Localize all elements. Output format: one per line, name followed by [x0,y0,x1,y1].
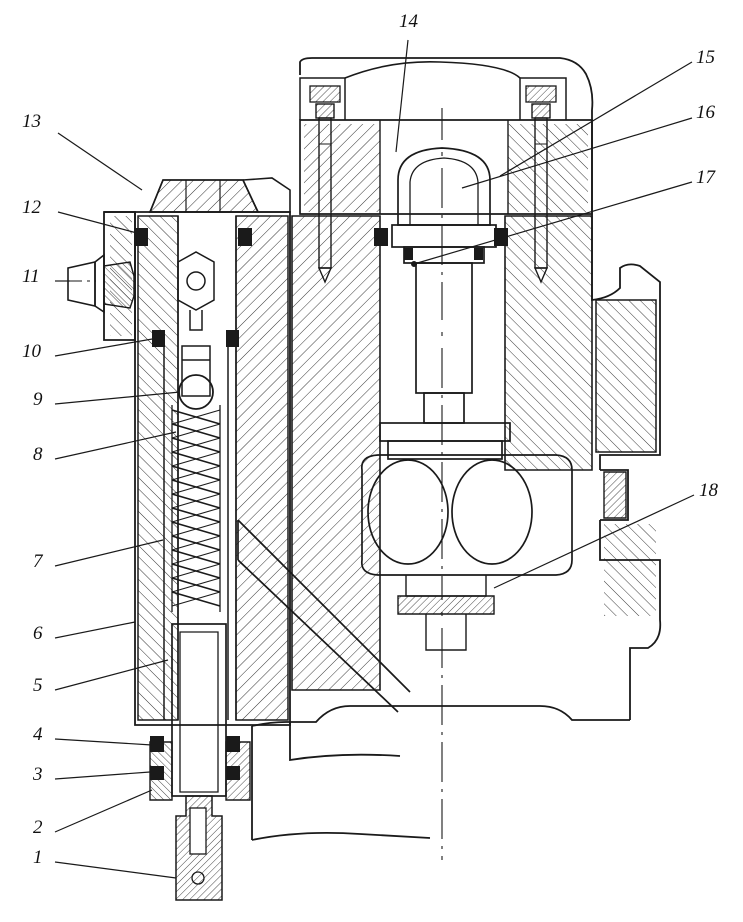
callout-10: 10 [22,341,41,362]
poppet-dome [380,148,510,459]
callout-13: 13 [22,111,41,132]
lower-chamber [362,455,572,650]
callout-8: 8 [33,444,43,465]
callout-17: 17 [696,167,715,188]
left-cap-nut [150,178,290,212]
callout-15: 15 [696,47,715,68]
callout-5: 5 [33,675,43,696]
callout-7: 7 [33,551,43,572]
callout-12: 12 [22,197,41,218]
callout-11: 11 [22,266,40,287]
callout-3: 3 [33,764,43,785]
coil-spring [172,405,220,612]
callout-14: 14 [399,11,418,32]
callout-4: 4 [33,724,43,745]
callout-18: 18 [699,480,718,501]
base-foot [252,706,630,840]
side-plug [68,255,134,312]
seal-rings-center [374,228,508,260]
callout-2: 2 [33,817,43,838]
callout-16: 16 [696,102,715,123]
callout-1: 1 [33,847,43,868]
callout-9: 9 [33,389,43,410]
callout-6: 6 [33,623,43,644]
check-ball [179,375,213,409]
center-block-hatch [292,216,656,690]
top-flange [300,62,592,214]
